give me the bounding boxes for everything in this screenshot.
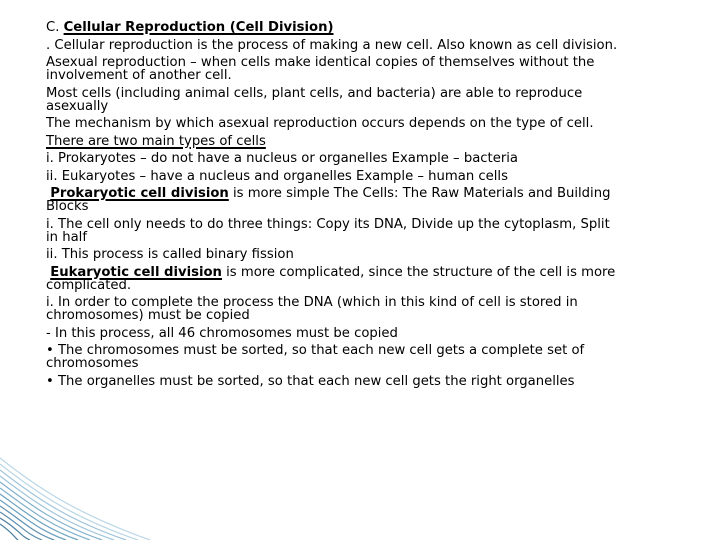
prokaryotic-label: Prokaryotic cell division bbox=[50, 186, 229, 201]
text-line: ii. This process is called binary fission bbox=[46, 247, 294, 262]
prokaryotic-line bbox=[46, 186, 696, 202]
corner-stripes-decoration bbox=[0, 440, 160, 540]
text-line: Most cells (including animal cells, plant cells, and bacteria) are able to reproduce bbox=[46, 85, 583, 101]
text-line: Blocks bbox=[46, 199, 89, 214]
text-line: asexually bbox=[46, 98, 109, 114]
heading-title: Cellular Reproduction (Cell Division) bbox=[63, 20, 334, 35]
slide-body bbox=[46, 20, 696, 390]
text-line: in half bbox=[46, 229, 87, 245]
eukaryotic-line bbox=[46, 265, 696, 281]
text-line: complicated. bbox=[46, 277, 132, 293]
eukaryotic-label: Eukaryotic cell division bbox=[50, 264, 222, 280]
heading-prefix: C. bbox=[46, 20, 64, 35]
text-line: i. Prokaryotes – do not have a nucleus or organelles Example – bacteria bbox=[46, 151, 518, 166]
text-line: chromosomes bbox=[46, 356, 139, 371]
text-line: • The chromosomes must be sorted, so that each new cell gets a complete set of bbox=[46, 343, 585, 358]
text-line: - In this process, all 46 chromosomes must be copied bbox=[46, 325, 398, 341]
section-heading bbox=[46, 20, 696, 36]
text-line: • The organelles must be sorted, so that each new cell gets the right organelles bbox=[46, 373, 575, 389]
text-line: Asexual reproduction – when cells make identical copies of themselves without the bbox=[46, 55, 595, 70]
text-line: involvement of another cell. bbox=[46, 68, 232, 83]
text-line: . Cellular reproduction is the process of making a new cell. Also known as cell division. bbox=[46, 37, 618, 53]
text-line: i. In order to complete the process the DNA (which in this kind of cell is stored in bbox=[46, 295, 578, 310]
types-of-cells-line bbox=[46, 134, 696, 150]
prokaryotic-rest: is more simple The Cells: The Raw Materials and Building bbox=[228, 186, 611, 201]
text-line: ii. Eukaryotes – have a nucleus and organelles Example – human cells bbox=[46, 168, 508, 184]
text-line: i. The cell only needs to do three things: Copy its DNA, Divide up the cytoplasm, Split bbox=[46, 216, 610, 232]
types-of-cells-text: There are two main types of cells bbox=[46, 133, 266, 149]
text-line: The mechanism by which asexual reproduction occurs depends on the type of cell. bbox=[46, 116, 594, 131]
text-line: chromosomes) must be copied bbox=[46, 308, 250, 323]
eukaryotic-rest: is more complicated, since the structure of the cell is more bbox=[221, 264, 616, 280]
